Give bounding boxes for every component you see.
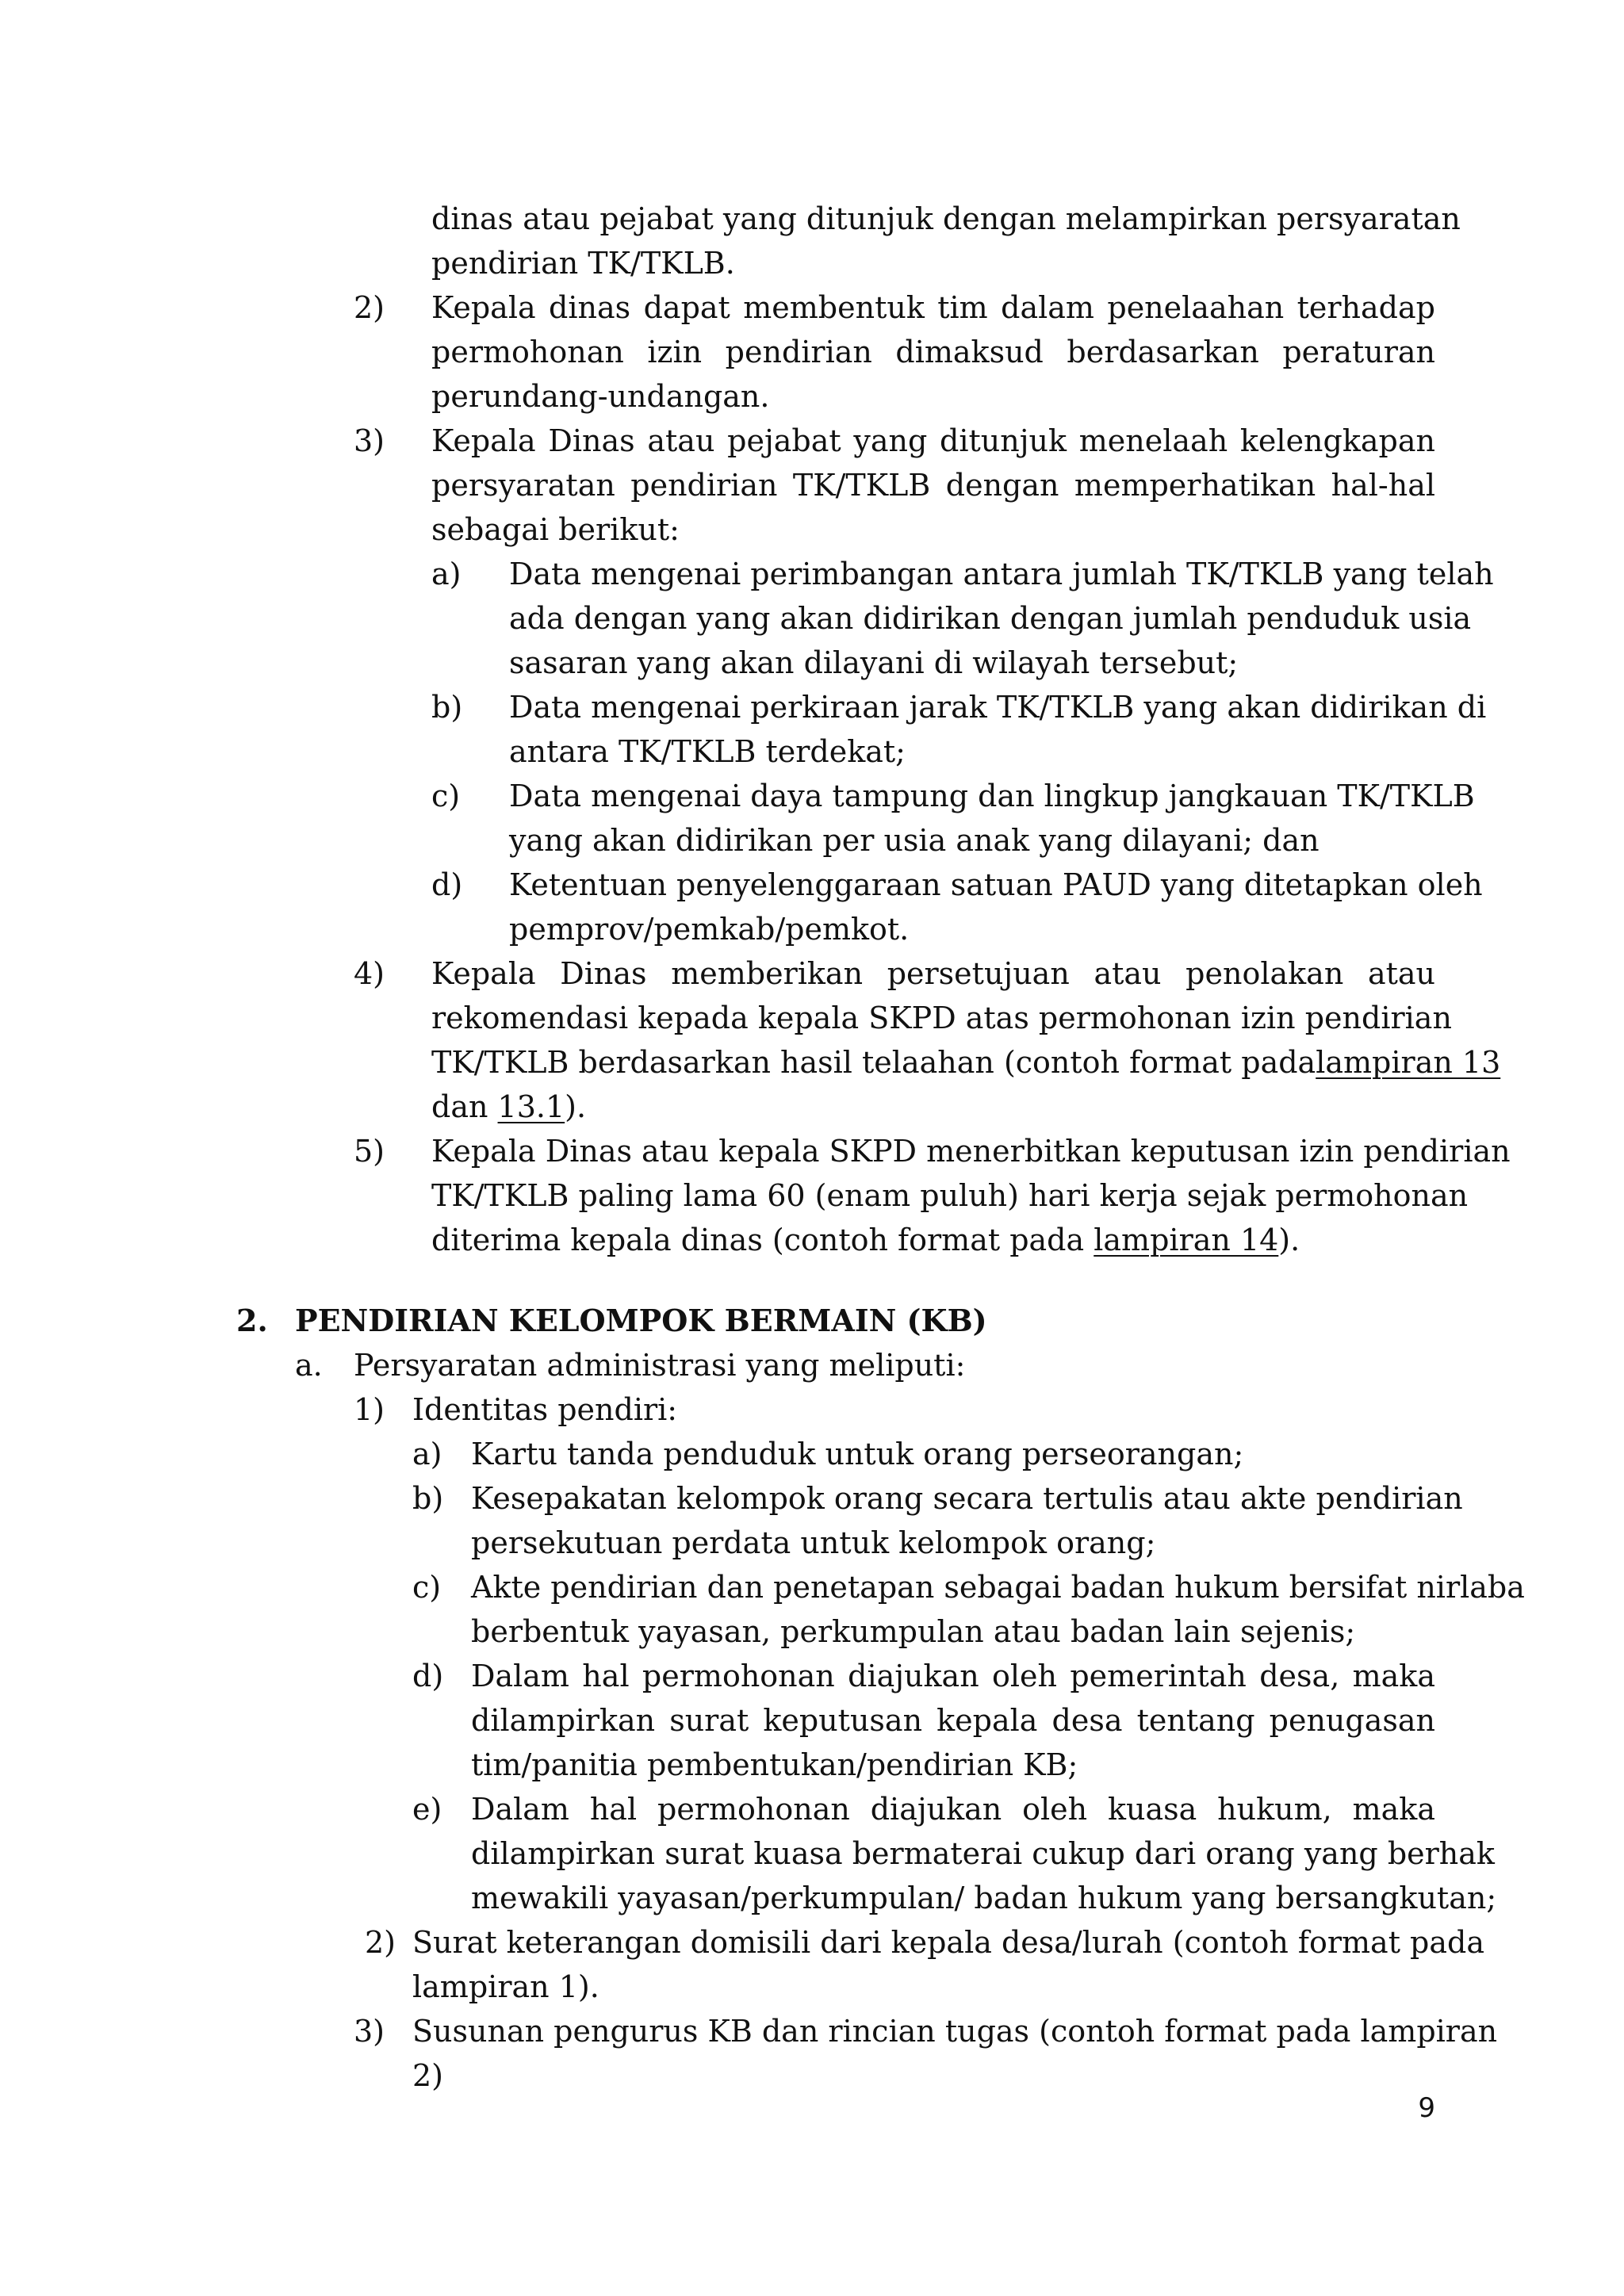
list-item-text: diterima kepala dinas (contoh format pada [431, 1223, 1094, 1257]
list-item-text: perundang-undangan. [431, 379, 770, 414]
list-number: 2) [354, 290, 385, 325]
list-item-text: Kepala Dinas memberikan persetujuan atau penolakan atau [431, 956, 1435, 991]
sublist-item-text: sasaran yang akan dilayani di wilayah tersebut; [509, 645, 1239, 680]
sublist-item-text: Dalam hal permohonan diajukan oleh kuasa hukum, maka [471, 1792, 1435, 1827]
list-item-text: ). [1278, 1223, 1300, 1257]
list-item-text: lampiran 1). [412, 1969, 599, 2004]
list-item-text: sebagai berikut: [431, 512, 680, 547]
list-item-text: Surat keterangan domisili dari kepala desa/lurah (contoh format pada [412, 1925, 1485, 1960]
list-number: 2) [365, 1925, 396, 1960]
lampiran-14-link[interactable]: lampiran 14 [1094, 1223, 1279, 1257]
sub-letter: a. [295, 1348, 323, 1383]
sublist-item-text: yang akan didirikan per usia anak yang dilayani; dan [509, 823, 1320, 858]
page-number: 9 [1418, 2092, 1435, 2124]
list-number: 5) [354, 1134, 385, 1169]
list-item-text: Kepala Dinas atau kepala SKPD menerbitkan keputusan izin pendirian [431, 1134, 1511, 1169]
list-item-text: Kepala Dinas atau pejabat yang ditunjuk menelaah kelengkapan [431, 423, 1435, 458]
list-item-text [431, 1040, 1501, 1085]
list-number: 1) [354, 1392, 385, 1427]
sublist-letter: d) [431, 867, 463, 902]
sublist-item-text: Dalam hal permohonan diajukan oleh pemerintah desa, maka [471, 1659, 1435, 1693]
list-item-text: persyaratan pendirian TK/TKLB dengan memperhatikan hal-hal [431, 468, 1435, 503]
sublist-item-text: mewakili yayasan/perkumpulan/ badan hukum yang bersangkutan; [471, 1881, 1497, 1915]
sub-heading: Persyaratan administrasi yang meliputi: [354, 1348, 966, 1383]
sublist-item-text: dilampirkan surat keputusan kepala desa tentang penugasan [471, 1703, 1435, 1738]
body-text: dinas atau pejabat yang ditunjuk dengan melampirkan persyaratan [431, 201, 1461, 236]
sublist-item-text: berbentuk yayasan, perkumpulan atau badan lain sejenis; [471, 1614, 1356, 1649]
sublist-letter: c) [431, 779, 461, 813]
section-number: 2. [236, 1303, 268, 1338]
sublist-letter: e) [412, 1792, 442, 1827]
lampiran-13-link[interactable]: lampiran 13 [1316, 1045, 1501, 1080]
sublist-item-text: Akte pendirian dan penetapan sebagai badan hukum bersifat nirlaba [471, 1570, 1525, 1605]
sublist-item-text: Ketentuan penyelenggaraan satuan PAUD yang ditetapkan oleh [509, 867, 1483, 902]
sublist-letter: a) [431, 557, 462, 591]
list-item-text: TK/TKLB berdasarkan hasil telaahan (contoh format pada [431, 1045, 1316, 1080]
sublist-item-text: tim/panitia pembentukan/pendirian KB; [471, 1747, 1078, 1782]
sublist-item-text: antara TK/TKLB terdekat; [509, 734, 906, 769]
list-item-text: 2) [412, 2058, 444, 2093]
list-item-text: rekomendasi kepada kepala SKPD atas permohonan izin pendirian [431, 1001, 1452, 1035]
sublist-item-text: pemprov/pemkab/pemkot. [509, 912, 910, 947]
sublist-item-text: dilampirkan surat kuasa bermaterai cukup dari orang yang berhak [471, 1836, 1495, 1871]
list-item-text: permohonan izin pendirian dimaksud berdasarkan peraturan [431, 335, 1435, 369]
lampiran-13-1-link[interactable]: 13.1 [497, 1089, 565, 1124]
sublist-item-text: persekutuan perdata untuk kelompok orang; [471, 1525, 1156, 1560]
list-item-text [431, 1085, 586, 1129]
sublist-letter: b) [412, 1481, 444, 1516]
sublist-item-text: ada dengan yang akan didirikan dengan jumlah penduduk usia [509, 601, 1472, 636]
body-text: pendirian TK/TKLB. [431, 246, 735, 281]
list-item-text [431, 1218, 1300, 1262]
list-item-text: ). [565, 1089, 587, 1124]
sublist-item-text: Data mengenai daya tampung dan lingkup jangkauan TK/TKLB [509, 779, 1475, 813]
sublist-letter: c) [412, 1570, 442, 1605]
list-item-text: dan [431, 1089, 498, 1124]
list-number: 4) [354, 956, 385, 991]
list-number: 3) [354, 2014, 385, 2049]
list-item-text: Identitas pendiri: [412, 1392, 678, 1427]
list-item-text: TK/TKLB paling lama 60 (enam puluh) hari kerja sejak permohonan [431, 1178, 1469, 1213]
list-item-text: Kepala dinas dapat membentuk tim dalam penelaahan terhadap [431, 290, 1435, 325]
sublist-item-text: Kesepakatan kelompok orang secara tertulis atau akte pendirian [471, 1481, 1463, 1516]
sublist-letter: a) [412, 1437, 442, 1471]
sublist-letter: d) [412, 1659, 444, 1693]
sublist-item-text: Kartu tanda penduduk untuk orang perseorangan; [471, 1437, 1244, 1471]
list-item-text: Susunan pengurus KB dan rincian tugas (contoh format pada lampiran [412, 2014, 1498, 2049]
sublist-letter: b) [431, 690, 463, 725]
list-number: 3) [354, 423, 385, 458]
sublist-item-text: Data mengenai perimbangan antara jumlah TK/TKLB yang telah [509, 557, 1494, 591]
sublist-item-text: Data mengenai perkiraan jarak TK/TKLB yang akan didirikan di [509, 690, 1487, 725]
section-heading: PENDIRIAN KELOMPOK BERMAIN (KB) [295, 1303, 987, 1338]
